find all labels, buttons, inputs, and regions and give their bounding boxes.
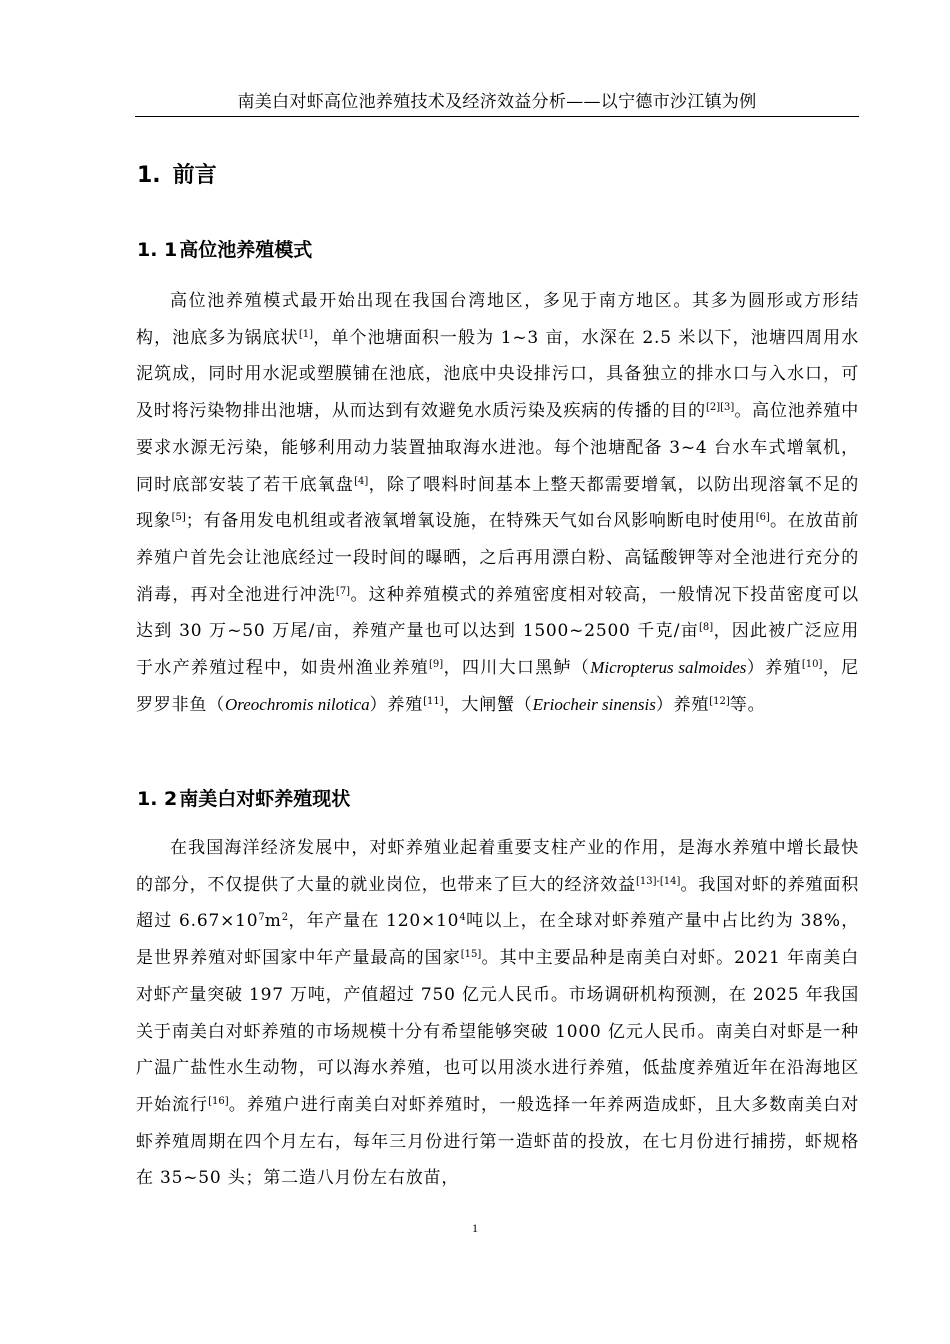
text-run: 。高位池养殖中要求水源无污染，能够利用动力装置抽取海水进池。每个池塘配备 3~4 台水车式增氧机，同时底部安装了若干底氧盘	[136, 401, 859, 495]
running-header: 南美白对虾高位池养殖技术及经济效益分析——以宁德市沙江镇为例	[237, 92, 757, 112]
citation: [8]	[698, 622, 714, 634]
citation: [16]	[208, 1095, 229, 1107]
section-heading-1-1	[137, 236, 312, 264]
exponent: 2	[281, 912, 289, 924]
citation: [7]	[335, 585, 351, 597]
citation: [1]	[298, 328, 313, 340]
text-run: ，除了喂料时间基本上整天都需要增氧，以防出现溶氧不足的现象	[136, 474, 859, 532]
citation: [2][3]	[705, 402, 735, 414]
section-number: 1. 1	[137, 239, 178, 261]
text-run: ，单个池塘面积一般为 1~3 亩，水深在 2.5 米以下，池塘四周用水泥筑成，同时用水泥或塑膜铺在池底，池底中央设排污口，具备独立的排水口与入水口，可及时将污染物排出池塘，从而达到有效避免水质污染及疾病的传播的目的	[136, 327, 859, 422]
paragraph-shrimp-status	[136, 830, 859, 1197]
text-run: 。养殖户进行南美白对虾养殖时，一般选择一年养两造成虾，且大多数南美白对虾养殖周期在四个月左右，每年三月份进行第一造虾苗的投放，在七月份进行捕捞，虾规格在 35~50 头；第二造八月份左右放苗，	[136, 1094, 860, 1189]
citation: [10]	[801, 659, 823, 671]
section-number: 1. 2	[137, 788, 178, 810]
citation: [12]	[709, 695, 730, 707]
citation: [5]	[171, 512, 186, 524]
text-run: 等。	[729, 694, 766, 715]
exponent: 4	[459, 912, 466, 924]
text-run: 在我国海洋经济发展中，对虾养殖业起着重要支柱产业的作用，是海水养殖中增长最快的部分，不仅提供了大量的就业岗位，也带来了巨大的经济效益	[136, 838, 859, 895]
paragraph-high-pond-mode	[136, 283, 859, 723]
text-run: m	[264, 911, 282, 932]
text-run: 。我国对虾的养殖面积超过 6.67×10	[136, 874, 860, 932]
species-name: Eriocheir sinensis	[532, 694, 656, 714]
text-run: 。这种养殖模式的养殖密度相对较高，一般情况下投苗密度可以达到 30 万~50 万尾/亩，养殖产量也可以达到 1500~2500 千克/亩	[136, 584, 859, 642]
citation: [6]	[755, 512, 770, 524]
text-run: ）养殖	[746, 658, 802, 679]
citation: [4]	[354, 475, 369, 487]
text-run: ，尼罗罗非鱼（	[136, 658, 859, 715]
section-title: 南美白对虾养殖现状	[179, 788, 351, 810]
text-run: ，大闸蟹（	[443, 694, 533, 715]
section-number: 1.	[137, 163, 161, 188]
species-name: Oreochromis nilotica	[225, 694, 370, 714]
text-run: ，年产量在 120×10	[288, 911, 460, 932]
exponent: 7	[258, 912, 265, 924]
text-run: ）养殖	[369, 694, 424, 715]
species-name: Micropterus salmoides	[590, 658, 747, 678]
section-title: 高位池养殖模式	[179, 239, 313, 261]
citation: [9]	[429, 659, 444, 671]
header-rule	[135, 116, 859, 117]
citation: [15]	[460, 949, 482, 961]
text-run: ，因此被广泛应用于水产养殖过程中，如贵州渔业养殖	[136, 621, 859, 679]
text-run: 。在放苗前养殖户首先会让池底经过一段时间的曝晒，之后再用漂白粉、高锰酸钾等对全池进行充分的消毒，再对全池进行冲洗	[136, 511, 859, 605]
text-run: ）养殖	[655, 694, 710, 715]
section-title: 前言	[172, 163, 217, 188]
text-run: ；有备用发电机组或者液氧增氧设施，在特殊天气如台风影响断电时使用	[185, 511, 756, 532]
page-number: 1	[472, 1221, 478, 1235]
text-run: 吨以上，在全球对虾养殖产量中占比约为 38%，是世界养殖对虾国家中年产量最高的国家	[136, 911, 860, 969]
text-run: 高位池养殖模式最开始出现在我国台湾地区，多见于南方地区。其多为圆形或方形结构，池底多为锅底状	[136, 291, 859, 348]
section-heading-1-2	[137, 785, 350, 813]
text-run: 。其中主要品种是南美白对虾。2021 年南美白对虾产量突破 197 万吨，产值超过 750 亿元人民币。市场调研机构预测，在 2025 年我国关于南美白对虾养殖的市场规模十分有希望能够突破 1000 亿元人民币。南美白对虾是一种广温广盐性水生动物，可以海水养殖，也可以用淡水进行养殖，低盐度养殖近年在沿海地区开始流行	[136, 948, 859, 1115]
text-run: ，四川大口黑鲈（	[443, 658, 591, 679]
citation: [13]-[14]	[636, 875, 681, 887]
section-heading-1	[137, 160, 217, 192]
citation: [11]	[423, 695, 444, 707]
